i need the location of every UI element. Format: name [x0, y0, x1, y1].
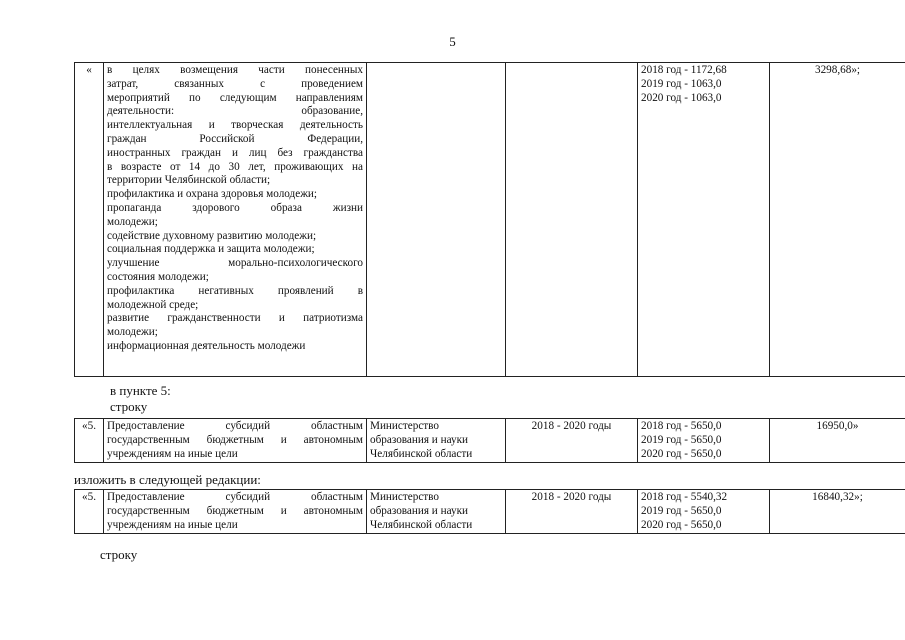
- funding-2019: 2019 год - 5650,0: [641, 433, 722, 446]
- description-line: социальная поддержка и защита молодежи;: [107, 243, 315, 256]
- executor-line: Челябинской области: [370, 447, 473, 460]
- text-row-label-2: строку: [100, 547, 138, 562]
- table-old-row: [74, 418, 905, 463]
- description-line: Предоставление субсидий областным: [107, 491, 363, 503]
- description-line: граждан Российской Федерации,: [107, 132, 363, 145]
- funding-2019: 2019 год - 5650,0: [641, 504, 722, 517]
- table-continued-row: [74, 62, 905, 377]
- table-row: [75, 419, 905, 463]
- row-number: «5.: [75, 490, 104, 534]
- executor-line: образования и науки: [370, 433, 468, 446]
- funding-2018: 2018 год - 5540,32: [641, 491, 728, 503]
- row-period: [506, 63, 638, 377]
- row-total: 3298,68»;: [770, 63, 905, 377]
- description-line: информационная деятельность молодежи: [107, 339, 306, 352]
- description-line: молодежи;: [107, 326, 158, 339]
- description-line: профилактика негативных проявлений в: [107, 284, 363, 297]
- table-row: [75, 63, 905, 377]
- row-quote: «: [75, 63, 104, 377]
- description-line: затрат, связанных с проведением: [107, 77, 363, 90]
- executor-line: Челябинской области: [370, 518, 473, 531]
- row-executor: [367, 63, 506, 377]
- text-in-point-5: в пункте 5:: [110, 383, 171, 398]
- executor-line: Министерство: [370, 491, 439, 503]
- description-line: иностранных граждан и лиц без гражданства: [107, 146, 363, 159]
- executor-line: Министерство: [370, 420, 439, 432]
- text-row-label-1: строку: [110, 399, 148, 414]
- row-description: [104, 63, 367, 377]
- funding-2018: 2018 год - 5650,0: [641, 420, 722, 432]
- page-number: 5: [449, 34, 456, 49]
- description-line: молодежи;: [107, 215, 158, 228]
- funding-2019: 2019 год - 1063,0: [641, 77, 722, 90]
- description-line: государственным бюджетным и автономным: [107, 433, 363, 446]
- funding-2020: 2020 год - 5650,0: [641, 518, 722, 531]
- description-line: пропаганда здорового образа жизни: [107, 201, 363, 214]
- description-line: содействие духовному развитию молодежи;: [107, 229, 317, 242]
- row-description: [104, 419, 367, 463]
- row-period: 2018 - 2020 годы: [506, 419, 638, 463]
- funding-2020: 2020 год - 1063,0: [641, 91, 722, 104]
- table-new-row: [74, 489, 905, 534]
- description-line: деятельности: образование,: [107, 105, 363, 118]
- description-line: состояния молодежи;: [107, 270, 209, 283]
- row-total: 16840,32»;: [770, 490, 905, 534]
- funding-2018: 2018 год - 1172,68: [641, 64, 727, 76]
- description-line: интеллектуальная и творческая деятельность: [107, 119, 363, 132]
- description-line: в возрасте от 14 до 30 лет, проживающих на: [107, 160, 363, 173]
- row-number: «5.: [75, 419, 104, 463]
- row-period: 2018 - 2020 годы: [506, 490, 638, 534]
- description-line: территории Челябинской области;: [107, 174, 271, 187]
- row-funding: [638, 490, 770, 534]
- description-line: развитие гражданственности и патриотизма: [107, 312, 363, 325]
- row-funding: [638, 63, 770, 377]
- row-executor: [367, 419, 506, 463]
- description-line: улучшение морально-психологического: [107, 257, 363, 270]
- row-funding: [638, 419, 770, 463]
- funding-2020: 2020 год - 5650,0: [641, 447, 722, 460]
- description-line: учреждениям на иные цели: [107, 518, 238, 531]
- description-line: государственным бюджетным и автономным: [107, 504, 363, 517]
- row-total: 16950,0»: [770, 419, 905, 463]
- description-line: Предоставление субсидий областным: [107, 420, 363, 432]
- table-row: [75, 490, 905, 534]
- description-lines: [107, 64, 363, 354]
- description-line: мероприятий по следующим направлениям: [107, 91, 363, 104]
- row-executor: [367, 490, 506, 534]
- description-line: молодежной среде;: [107, 298, 199, 311]
- description-line: профилактика и охрана здоровья молодежи;: [107, 188, 318, 201]
- text-edit-instruction: изложить в следующей редакции:: [74, 472, 261, 487]
- row-description: [104, 490, 367, 534]
- description-line: учреждениям на иные цели: [107, 447, 238, 460]
- description-line: в целях возмещения части понесенных: [107, 64, 363, 76]
- executor-line: образования и науки: [370, 504, 468, 517]
